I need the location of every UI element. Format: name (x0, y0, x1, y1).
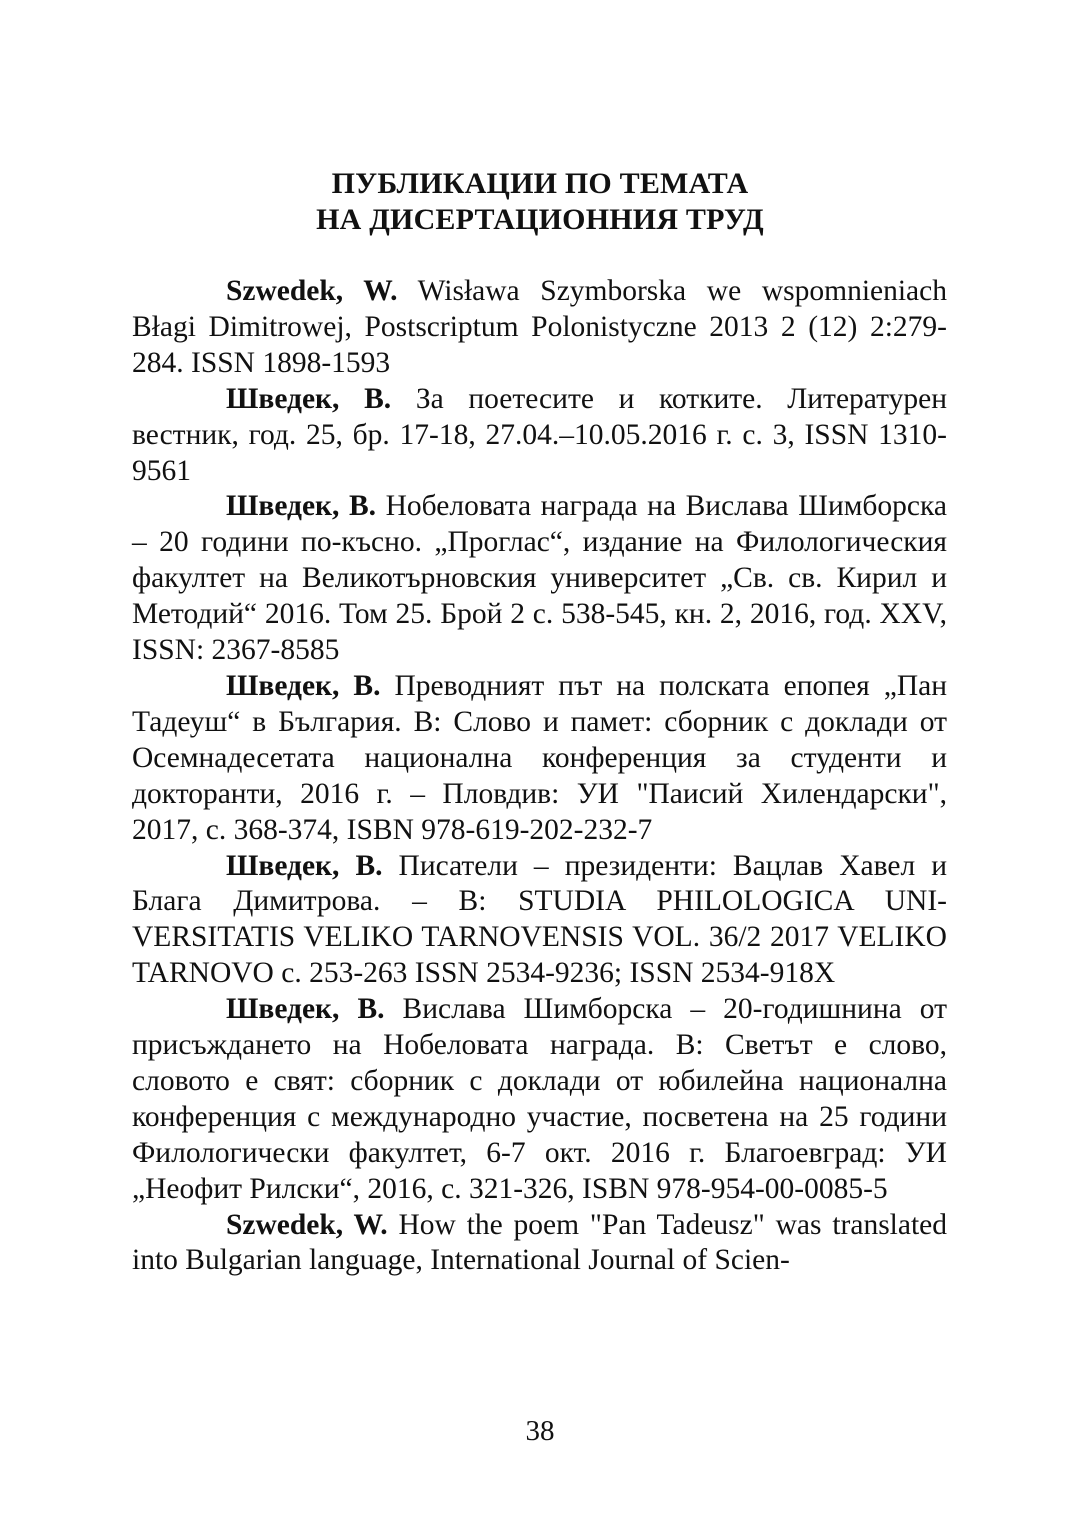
entry-text: Wisława Szymborska we wspomnieniach Błagi Dimitrowej, Postscriptum Polonistyczne 2013 2 (12) 2:279-284. ISSN 1898-1593 (132, 275, 947, 379)
publication-entry (132, 669, 947, 849)
publication-entry (132, 489, 947, 669)
entry-text: Преводният път на полската епопея „Пан Тадеуш“ в България. В: Слово и памет: сборник с доклади от Осемнадесетата национална конференция за студенти и докторанти, 2016 г. – Пловдив: УИ "Паисий Хилендарски", 2017, с. 368-374, ISBN 978-619-202-232-7 (132, 669, 947, 846)
entry-author: Шведек, В. (226, 490, 377, 523)
publication-entry (132, 992, 947, 1207)
page-title-line-2: НА ДИСЕРТАЦИОННИЯ ТРУД (316, 203, 764, 236)
page-number: 38 (525, 1415, 555, 1447)
entry-author: Шведек, В. (226, 849, 383, 882)
entry-text: Писатели – президенти: Вацлав Хавел и Блага Димитрова. – В: STUDIA PHILOLOGICA UNIVERSITATIS VELIKO TARNOVENSIS VOL. 36/2 2017 VELIKO TARNOVO с. 253-263 ISSN 2534-9236; ISSN 2534-918X (132, 849, 948, 990)
entry-text: How the poem "Pan Tadeusz" was translated into Bulgarian language, International Journal of Scien- (132, 1208, 948, 1277)
entry-author: Szwedek, W. (226, 1208, 388, 1241)
publication-entry (132, 849, 947, 993)
publication-entry (132, 1208, 947, 1280)
entry-text: За поетесите и котките. Литературен вестник, год. 25, бр. 17-18, 27.04.–10.05.2016 г. с. 3, ISSN 1310-9561 (132, 382, 948, 487)
page-title (0, 166, 1080, 238)
entry-author: Шведек, В. (226, 382, 392, 415)
entry-author: Шведек, В. (226, 669, 381, 702)
publication-entry (132, 382, 947, 490)
entry-author: Шведек, В. (226, 993, 385, 1026)
entry-text: Нобеловата награда на Вислава Шимборска – 20 години по-късно. „Проглас“, издание на Филологическия факултет на Великотърновския университет „Св. св. Кирил и Методий“ 2016. Том 25. Брой 2 с. 538-545, кн. 2, 2016, год. XXV, ISSN: 2367-8585 (132, 490, 947, 667)
entry-text: Вислава Шимборска – 20-годишнина от присъждането на Нобеловата награда. В: Светът е слово, словото е свят: сборник с доклади от юбилейна национална конференция с международно участие, посветена на 25 години Филологически факултет, 6-7 окт. 2016 г. Благоевград: УИ „Неофит Рилски“, 2016, с. 321-326, ISBN 978-954-00-0085-5 (132, 993, 947, 1205)
entry-author: Szwedek, W. (226, 275, 398, 307)
page-title-line-1: ПУБЛИКАЦИИ ПО ТЕМАТА (331, 167, 749, 200)
publication-entry (132, 274, 947, 382)
publication-list (132, 274, 947, 1279)
